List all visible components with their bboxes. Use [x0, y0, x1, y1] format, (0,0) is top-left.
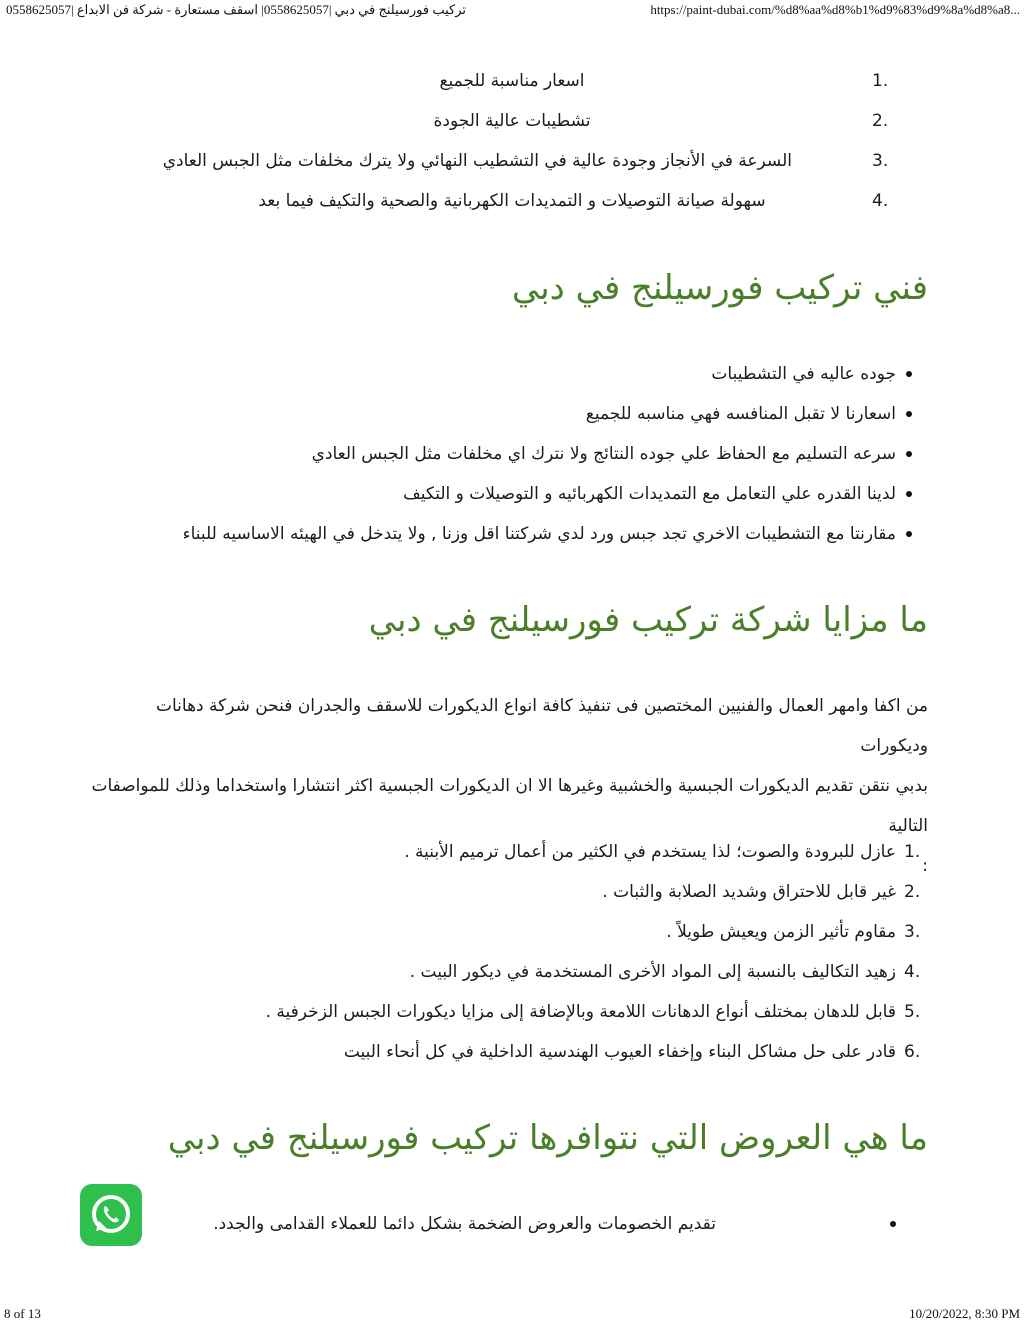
list-item	[666, 921, 921, 943]
list-number: 4.	[872, 191, 889, 211]
list-number: 1.	[872, 71, 889, 91]
bullet-text: لدينا القدره علي التعامل مع التمديدات الكهربائيه و التوصيلات و التكيف	[403, 484, 896, 504]
print-header-title: تركيب فورسيلنج في دبي |0558625057| اسقف مستعارة - شركة فن الابداع |0558625057	[6, 2, 467, 17]
list-item-text: اسعار مناسبة للجميع	[439, 71, 585, 91]
bullet-item	[312, 443, 896, 465]
list-item-text: تشطيبات عالية الجودة	[433, 111, 591, 131]
whatsapp-icon	[80, 1184, 142, 1246]
list-item	[343, 1041, 921, 1063]
list-item-text: زهيد التكاليف بالنسبة إلى المواد الأخرى المستخدمة في ديكور البيت .	[409, 962, 896, 982]
section-heading: فني تركيب فورسيلنج في دبي	[511, 268, 928, 308]
list-number: 6.	[904, 1042, 921, 1062]
bullet-item	[213, 1213, 716, 1235]
bullet-dot	[906, 411, 912, 417]
bullet-text: مقارنتا مع التشطيبات الاخري تجد جبس ورد لدي شركتنا اقل وزنا , ولا يتدخل في الهيئه الاساسيه للبناء	[182, 524, 896, 544]
paragraph-line: بدبي نتقن تقديم الديكورات الجبسية والخشبية وغيرها الا ان الديكورات الجبسية اكثر انتشارا واستخداما وذلك للمواصفات التالية	[91, 776, 928, 836]
bullet-text: سرعه التسليم مع الحفاظ علي جوده النتائج ولا نترك اي مخلفات مثل الجبس العادي	[311, 444, 896, 464]
list-number: 2.	[904, 882, 921, 902]
print-header	[0, 0, 1024, 20]
list-item-text: قابل للدهان بمختلف أنواع الدهانات اللامعة وبالإضافة إلى مزايا ديكورات الجبس الزخرفية .	[265, 1002, 896, 1022]
print-date: 10/20/2022, 8:30 PM	[909, 1306, 1020, 1321]
list-item-text: قادر على حل مشاكل البناء وإخفاء العيوب الهندسية الداخلية في كل أنحاء البيت	[343, 1042, 896, 1062]
bullet-item	[403, 483, 896, 505]
bullet-text: اسعارنا لا تقبل المنافسه فهي مناسبه للجميع	[585, 404, 896, 424]
bullet-dot	[906, 371, 912, 377]
list-number: 2.	[872, 111, 889, 131]
list-item	[162, 150, 889, 172]
list-item	[232, 190, 889, 212]
list-item-text: سهولة صيانة التوصيلات و التمديدات الكهربانية والصحية والتكيف فيما بعد	[258, 191, 766, 211]
list-number: 4.	[904, 962, 921, 982]
list-number: 3.	[904, 922, 921, 942]
bullet-dot	[906, 451, 912, 457]
bullet-dot	[906, 531, 912, 537]
whatsapp-button[interactable]	[80, 1184, 142, 1246]
bullet-item	[183, 523, 896, 545]
bullet-dot	[906, 491, 912, 497]
page-number: 8 of 13	[4, 1306, 41, 1321]
bullet-item	[711, 363, 896, 385]
list-item	[409, 961, 921, 983]
bullet-text: جوده عاليه في التشطيبات	[711, 364, 896, 384]
print-header-url[interactable]: https://paint-dubai.com/%d8%aa%d8%b1%d9%83%d9%8a%d8%a8...	[650, 2, 1020, 17]
list-item	[232, 110, 889, 132]
list-item-text: غير قابل للاحتراق وشديد الصلابة والثبات .	[602, 882, 896, 902]
list-number: 5.	[904, 1002, 921, 1022]
list-number: 1.	[904, 842, 921, 862]
list-item-text: عازل للبرودة والصوت؛ لذا يستخدم في الكثير من أعمال ترميم الأبنية .	[404, 842, 896, 862]
list-item	[602, 881, 921, 903]
section-heading: ما مزايا شركة تركيب فورسيلنج في دبي	[368, 600, 928, 640]
list-number: 3.	[872, 151, 889, 171]
list-item-text: السرعة في الأنجاز وجودة عالية في التشطيب النهائي ولا يترك مخلفات مثل الجبس العادي	[162, 151, 792, 171]
paragraph-line: :	[922, 856, 928, 876]
list-item	[265, 1001, 921, 1023]
list-item	[232, 70, 889, 92]
list-item	[404, 841, 921, 863]
bullet-dot	[890, 1221, 896, 1227]
print-footer	[0, 1306, 1024, 1324]
bullet-item	[586, 403, 896, 425]
list-item-text: مقاوم تأثير الزمن ويعيش طويلاً .	[666, 922, 896, 942]
bullet-text: تقديم الخصومات والعروض الضخمة بشكل دائما للعملاء القدامى والجدد.	[213, 1214, 716, 1234]
paragraph-line: من اكفا وامهر العمال والفنيين المختصين فى تنفيذ كافة انواع الديكورات للاسقف والجدران فنحن شركة دهانات وديكورات	[155, 696, 928, 756]
section-heading: ما هي العروض التي نتوافرها تركيب فورسيلنج في دبي	[167, 1118, 928, 1158]
